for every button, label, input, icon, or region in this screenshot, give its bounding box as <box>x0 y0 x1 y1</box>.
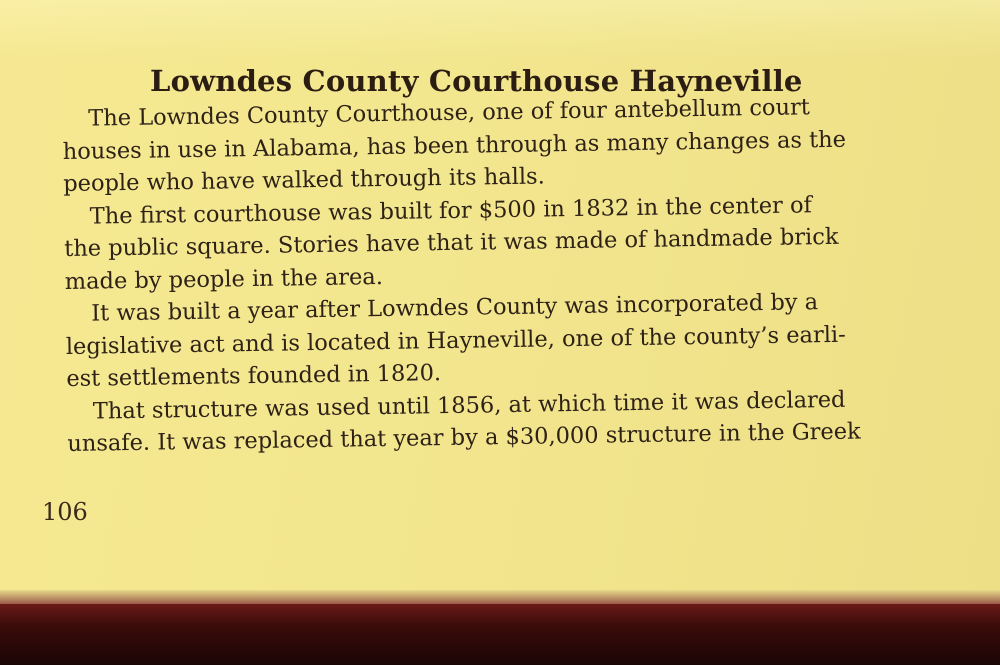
paragraph-2 <box>64 186 977 298</box>
page-number: 106 <box>42 498 88 526</box>
text-line: people who have walked through its halls. <box>63 163 545 197</box>
text-line: legislative act and is located in Hayneville, one of the county’s earli- <box>65 321 846 360</box>
text-line: est settlements founded in 1820. <box>66 360 442 392</box>
page-title: Lowndes County Courthouse Hayneville <box>150 64 803 98</box>
text-line: unsafe. It was replaced that year by a $30,000 structure in the Greek <box>67 418 861 457</box>
text-line: The Lowndes County Courthouse, one of four antebellum court <box>88 94 810 132</box>
paragraph-3 <box>65 284 978 396</box>
text-line: That structure was used until 1856, at which time it was declared <box>92 386 846 425</box>
page-edge <box>0 590 1000 604</box>
paragraph-1 <box>62 89 975 201</box>
paragraph-4 <box>67 381 980 460</box>
body-text <box>62 89 980 461</box>
text-line: the public square. Stories have that it was made of handmade brick <box>64 223 839 262</box>
text-line: The first courthouse was built for $500 in 1832 in the center of <box>89 191 813 230</box>
text-line: made by people in the area. <box>64 263 384 295</box>
book-cover <box>0 604 1000 665</box>
page-highlight <box>0 0 1000 60</box>
text-line: It was built a year after Lowndes County was incorporated by a <box>91 289 819 327</box>
text-line: houses in use in Alabama, has been through as many changes as the <box>62 126 847 165</box>
